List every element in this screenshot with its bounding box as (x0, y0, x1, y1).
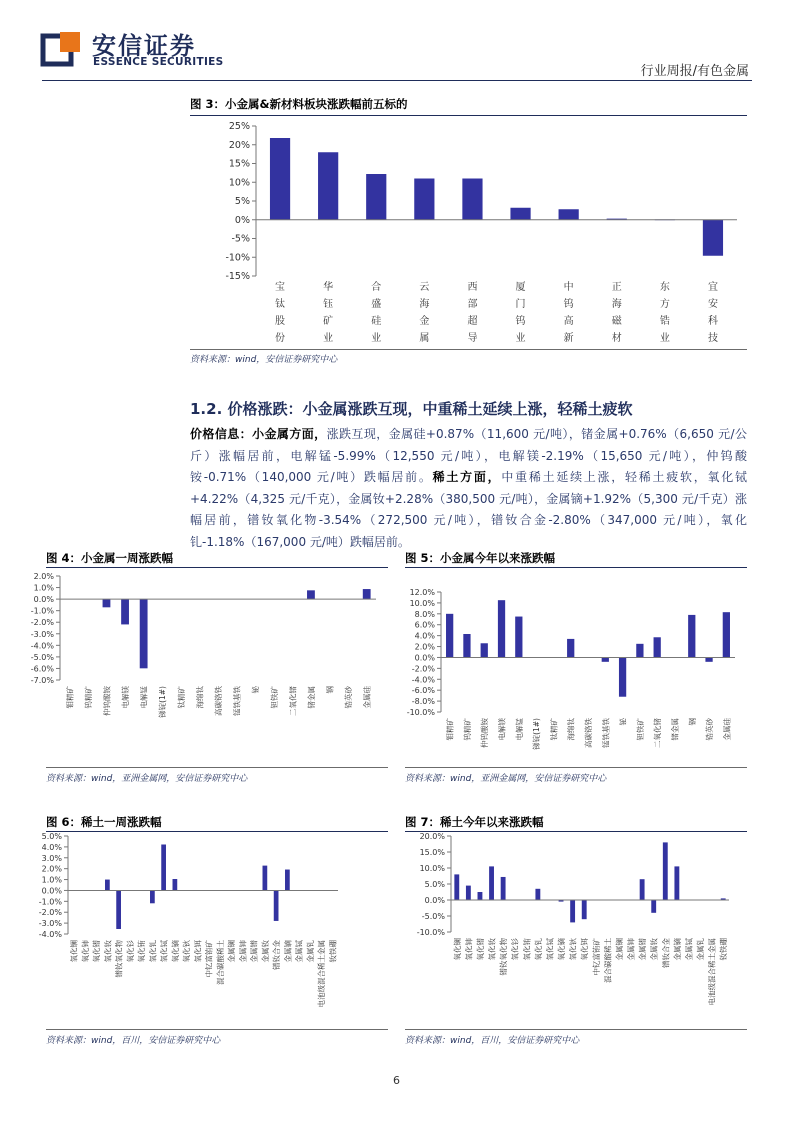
fig6-category-label: 镨钕合金 (272, 940, 282, 970)
fig6-category-label: 氧化铕 (137, 940, 147, 963)
fig6-y-tick-label: 4.0% (41, 842, 62, 852)
fig6-category-label: 氧化镨 (92, 940, 102, 963)
fig7-bar (454, 874, 459, 900)
fig7-category-label: 氧化铈 (464, 938, 474, 961)
fig3-category-label: 云海金属 (419, 282, 430, 344)
fig5-bar (446, 614, 453, 658)
fig6-chart (38, 832, 388, 1028)
fig6-category-label: 金属钕 (260, 940, 270, 963)
fig6-bar (263, 866, 268, 891)
fig3-bar (366, 174, 386, 220)
fig5-category-label: 钼精矿 (445, 718, 455, 741)
fig6-y-tick-label: -3.0% (38, 919, 62, 929)
fig7-bar (640, 879, 645, 900)
fig3-category-label: 华钰矿业 (323, 282, 334, 344)
fig6-y-tick-label: 0.0% (41, 886, 62, 896)
fig3-y-tick-label: 20% (228, 139, 250, 151)
fig7-chart (405, 832, 747, 1028)
fig3-source-rule (190, 349, 747, 350)
fig6-category-label: 金属铈 (238, 940, 248, 963)
fig3-y-tick-label: 10% (228, 177, 250, 189)
fig7-y-tick-label: 20.0% (419, 832, 445, 841)
fig6-category-label: 金属镧 (227, 940, 237, 963)
fig5-bar (602, 657, 609, 661)
fig7-category-label: 氧化镝 (557, 938, 567, 961)
fig4-y-tick-label: -4.0% (30, 641, 54, 651)
fig5-category-label: 钛精矿 (549, 718, 559, 741)
fig5-bar (567, 639, 574, 658)
fig4-y-tick-label: 0.0% (33, 595, 54, 605)
fig3-y-tick-label: 5% (234, 196, 250, 207)
fig5-category-label: 二氧化锗 (653, 718, 663, 748)
para-label-price-info: 价格信息： (190, 427, 253, 441)
fig6-y-tick-label: 1.0% (41, 875, 62, 885)
fig5-title: 图 5：小金属今年以来涨跌幅 (405, 551, 556, 565)
fig7-category-label: 镨钕氧化物 (499, 938, 509, 976)
fig6-category-label: 氧化钆 (148, 940, 158, 963)
fig6-bar (105, 880, 110, 891)
fig7-category-label: 金属镨 (638, 938, 648, 961)
fig6-bar (285, 870, 290, 891)
fig3-category-label: 厦门钨业 (515, 282, 526, 344)
fig7-category-label: 氧化铒 (580, 938, 590, 961)
fig3-category-label: 东方锆业 (659, 282, 670, 344)
fig3-category-label: 正海磁材 (611, 282, 622, 344)
fig4-bar (103, 599, 111, 607)
fig5-category-label: 锑锭(1#) (532, 718, 542, 750)
fig5-category-label: 锰铁基铁 (601, 718, 611, 748)
fig5-category-label: 仲钨酸铵 (480, 718, 490, 748)
fig7-category-label: 金属铈 (626, 938, 636, 961)
fig4-bar (363, 589, 371, 599)
fig3-category-label: 宝钛股份 (275, 282, 286, 344)
brand-name-en: ESSENCE SECURITIES (93, 56, 224, 68)
fig7-category-label: 金属铽 (684, 938, 694, 961)
fig7-category-label: 金属钕 (649, 938, 659, 961)
fig3-bar (559, 209, 579, 220)
fig7-y-tick-label: 0.0% (424, 896, 445, 905)
fig7-category-label: 金属钆 (696, 938, 706, 961)
fig5-category-label: 钽铁矿 (635, 718, 645, 741)
fig6-source: 资料来源：wind，百川，安信证券研究中心 (46, 1036, 221, 1046)
fig5-y-tick-label: 12.0% (409, 588, 435, 597)
section-title: 1.2. 价格涨跌：小金属涨跌互现，中重稀土延续上涨，轻稀土疲软 (190, 400, 633, 418)
fig3-y-tick-label: -10% (225, 252, 250, 264)
fig5-bar (463, 634, 470, 657)
fig6-category-label: 混合碳酸稀土 (215, 940, 225, 985)
fig3-category-label: 西部超导 (467, 282, 478, 344)
fig7-bar (478, 892, 483, 900)
fig3-bar (318, 152, 338, 220)
fig5-y-tick-label: 0.0% (414, 653, 435, 663)
fig5-category-label: 钨精矿 (462, 718, 472, 741)
fig7-category-label: 氧化铽 (545, 938, 555, 961)
fig3-source: 资料来源：wind，安信证券研究中心 (190, 355, 338, 365)
fig6-category-label: 氧化钕 (103, 940, 113, 963)
fig5-source-rule (405, 767, 747, 768)
para-text-minor-metals: 涨跌互现，金属硅+0.87%（11,600 元/吨），锗金属+0.76%（6,650 元/公斤）涨幅居前，电解锰-5.99%（12,550 元/吨），电解镁-2.19%（15,650 元/吨），仲钨酸铵-0.71%（140,000 元/吨）跌幅居前。 (190, 427, 747, 484)
fig6-y-tick-label: 5.0% (41, 832, 62, 841)
fig6-category-label: 电池级混合稀土金属 (317, 940, 327, 1008)
fig4-category-label: 钛精矿 (176, 686, 186, 709)
fig7-source-rule (405, 1029, 747, 1030)
fig6-bar (150, 890, 155, 903)
fig7-category-label: 金属镧 (614, 938, 624, 961)
fig6-category-label: 氧化钐 (125, 940, 135, 963)
para-label-rare-earth: 稀土方面， (432, 470, 502, 484)
fig6-y-tick-label: 2.0% (41, 864, 62, 874)
fig5-y-tick-label: 10.0% (409, 598, 435, 608)
fig4-chart (30, 568, 388, 766)
fig4-y-tick-label: 2.0% (33, 572, 54, 581)
fig5-bar (688, 615, 695, 658)
fig7-y-tick-label: 5.0% (424, 880, 445, 889)
fig7-bar (663, 842, 668, 900)
fig4-y-tick-label: -7.0% (30, 676, 54, 685)
fig3-y-tick-label: -5% (231, 233, 250, 245)
fig6-category-label: 金属铽 (294, 940, 304, 963)
fig7-bar (674, 866, 679, 900)
fig3-bar (703, 220, 723, 256)
fig6-y-tick-label: -4.0% (38, 930, 62, 939)
fig6-category-label: 氧化铽 (159, 940, 169, 963)
fig6-category-label: 氧化铒 (193, 940, 203, 963)
fig7-y-tick-label: -10.0% (416, 928, 445, 937)
fig7-bar (651, 900, 656, 913)
fig3-bar (510, 208, 530, 220)
fig3-bar (270, 138, 290, 220)
fig5-chart (405, 568, 747, 766)
fig4-source-rule (46, 767, 388, 768)
fig5-y-tick-label: 8.0% (414, 609, 435, 619)
fig4-category-label: 电解锰 (139, 686, 149, 709)
fig4-category-label: 高碳铬铁 (214, 686, 223, 716)
price-info-paragraph (190, 424, 747, 553)
fig5-category-label: 锗金属 (670, 718, 680, 741)
fig3-bar (462, 179, 482, 220)
fig4-category-label: 锑锭(1#) (158, 686, 168, 718)
essence-logo-icon (42, 30, 82, 70)
fig4-category-label: 二氧化锗 (288, 686, 298, 716)
fig7-source: 资料来源：wind，百川，安信证券研究中心 (405, 1036, 580, 1046)
fig5-y-tick-label: 2.0% (414, 642, 435, 652)
fig6-category-label: 镨钕氧化物 (114, 940, 124, 978)
fig4-category-label: 钼精矿 (65, 686, 75, 709)
fig5-y-tick-label: -2.0% (411, 664, 435, 674)
fig5-category-label: 铋 (618, 718, 628, 726)
fig7-category-label: 中钇富铕矿 (591, 938, 601, 976)
fig4-category-label: 锆英砂 (344, 686, 354, 709)
fig7-category-label: 氧化镨 (475, 938, 485, 961)
fig6-bar (116, 890, 121, 929)
fig6-bar (274, 890, 279, 920)
fig4-y-tick-label: -5.0% (30, 652, 54, 662)
fig4-bar (121, 599, 129, 624)
fig5-source: 资料来源：wind，亚洲金属网，安信证券研究中心 (405, 774, 607, 784)
fig5-category-label: 高碳铬铁 (584, 718, 593, 748)
fig7-bar (466, 886, 471, 900)
fig7-category-label: 氧化钐 (510, 938, 520, 961)
fig4-bar (307, 590, 315, 599)
fig6-category-label: 氧化镝 (170, 940, 180, 963)
fig4-bar (140, 599, 148, 668)
fig5-bar (515, 617, 522, 658)
fig6-category-label: 钕铁硼 (328, 940, 338, 963)
header-divider (42, 80, 752, 81)
fig5-category-label: 钢 (687, 718, 697, 726)
fig6-y-tick-label: -1.0% (38, 897, 62, 907)
fig4-category-label: 海绵钛 (195, 686, 205, 709)
fig7-bar (501, 877, 506, 900)
fig5-category-label: 锆英砂 (705, 718, 715, 741)
fig6-category-label: 中钇富铕矿 (204, 940, 214, 978)
fig3-title: 图 3：小金属&新材料板块涨跌幅前五标的 (190, 97, 408, 111)
fig7-category-label: 镨钕合金 (661, 938, 671, 968)
fig4-category-label: 仲钨酸铵 (102, 686, 112, 716)
fig5-category-label: 电解镁 (497, 718, 507, 741)
fig5-category-label: 电解锰 (514, 718, 524, 741)
fig7-category-label: 电池级混合稀土金属 (707, 938, 717, 1006)
fig6-category-label: 氧化铈 (80, 940, 90, 963)
fig3-bar (414, 179, 434, 220)
fig7-category-label: 金属镝 (672, 938, 682, 961)
fig4-y-tick-label: 1.0% (33, 583, 54, 593)
fig5-y-tick-label: -8.0% (411, 697, 435, 707)
fig7-y-tick-label: 15.0% (419, 848, 445, 857)
fig7-category-label: 氧化钬 (568, 938, 578, 961)
fig5-y-tick-label: -4.0% (411, 675, 435, 685)
fig5-bar (723, 612, 730, 657)
brand-name-cn: 安信证券 (92, 32, 196, 60)
fig6-bar (161, 844, 166, 890)
fig6-category-label: 金属钆 (305, 940, 315, 963)
fig6-y-tick-label: -2.0% (38, 908, 62, 918)
fig4-category-label: 钽铁矿 (269, 686, 279, 709)
fig5-y-tick-label: 4.0% (414, 631, 435, 641)
fig7-category-label: 氧化镧 (452, 938, 462, 961)
fig7-category-label: 钕铁硼 (719, 938, 729, 961)
fig6-y-tick-label: 3.0% (41, 853, 62, 863)
fig6-category-label: 金属镝 (283, 940, 293, 963)
report-type: 行业周报/有色金属 (640, 64, 749, 79)
fig4-category-label: 电解镁 (121, 686, 131, 709)
fig7-category-label: 混合碳酸稀土 (603, 938, 613, 983)
fig7-bar (582, 900, 587, 919)
fig4-category-label: 锗金属 (306, 686, 316, 709)
fig4-category-label: 铋 (251, 686, 261, 694)
fig3-y-tick-label: 25% (228, 121, 250, 132)
fig5-category-label: 海绵钛 (566, 718, 576, 741)
fig3-category-label: 宜安科技 (707, 282, 718, 344)
fig6-category-label: 金属镨 (249, 940, 259, 963)
fig7-title: 图 7：稀土今年以来涨跌幅 (405, 815, 544, 829)
fig5-bar (481, 643, 488, 657)
fig7-bar (489, 866, 494, 900)
fig3-category-label: 合盛硅业 (371, 282, 382, 344)
fig4-y-tick-label: -2.0% (30, 618, 54, 628)
fig4-source: 资料来源：wind，亚洲金属网，安信证券研究中心 (46, 774, 248, 784)
fig5-bar (636, 644, 643, 658)
fig7-category-label: 氧化铕 (522, 938, 532, 961)
fig7-category-label: 氧化钕 (487, 938, 497, 961)
fig5-bar (498, 600, 505, 657)
fig4-y-tick-label: -1.0% (30, 606, 54, 616)
fig5-bar (654, 637, 661, 657)
fig3-y-tick-label: -15% (225, 271, 250, 282)
fig7-bar (570, 900, 575, 922)
fig5-bar (619, 657, 626, 696)
fig7-category-label: 氧化钆 (533, 938, 543, 961)
fig7-y-tick-label: 10.0% (419, 864, 445, 873)
fig3-chart (190, 116, 747, 348)
fig6-category-label: 氧化钬 (182, 940, 192, 963)
fig5-y-tick-label: -6.0% (411, 686, 435, 696)
page-number: 6 (393, 1074, 400, 1087)
fig5-y-tick-label: 6.0% (414, 620, 435, 630)
fig4-category-label: 锰铁基铁 (232, 686, 242, 716)
fig4-category-label: 钨精矿 (83, 686, 93, 709)
fig3-y-tick-label: 15% (228, 158, 250, 170)
fig6-category-label: 氧化镧 (69, 940, 79, 963)
fig7-bar (535, 889, 540, 900)
fig3-y-tick-label: 0% (234, 214, 250, 226)
fig4-y-tick-label: -3.0% (30, 629, 54, 639)
fig6-title: 图 6：稀土一周涨跌幅 (46, 815, 162, 829)
fig4-y-tick-label: -6.0% (30, 664, 54, 674)
fig4-category-label: 金属硅 (362, 686, 372, 709)
para-label-minor-metals: 小金属方面， (252, 427, 327, 441)
fig6-bar (173, 879, 178, 890)
fig5-y-tick-label: -10.0% (406, 708, 435, 717)
fig3-category-label: 中钨高新 (563, 282, 574, 344)
fig6-source-rule (46, 1029, 388, 1030)
fig7-y-tick-label: -5.0% (421, 912, 445, 921)
fig5-category-label: 金属硅 (722, 718, 732, 741)
para-text-rare-earth: 中重稀土延续上涨，轻稀土疲软，氧化铽+4.22%（4,325 元/千克），金属钕+2.28%（380,500 元/吨），金属镝+1.92%（5,300 元/千克）涨幅居前，镨钕氧化物-3.54%（272,500 元/吨），镨钕合金-2.80%（347,000 元/吨），氧化钆-1.18%（167,000 元/吨）跌幅居前。 (190, 470, 747, 549)
fig4-category-label: 钢 (325, 686, 335, 694)
fig4-title: 图 4：小金属一周涨跌幅 (46, 551, 174, 565)
fig5-bar (705, 657, 712, 661)
